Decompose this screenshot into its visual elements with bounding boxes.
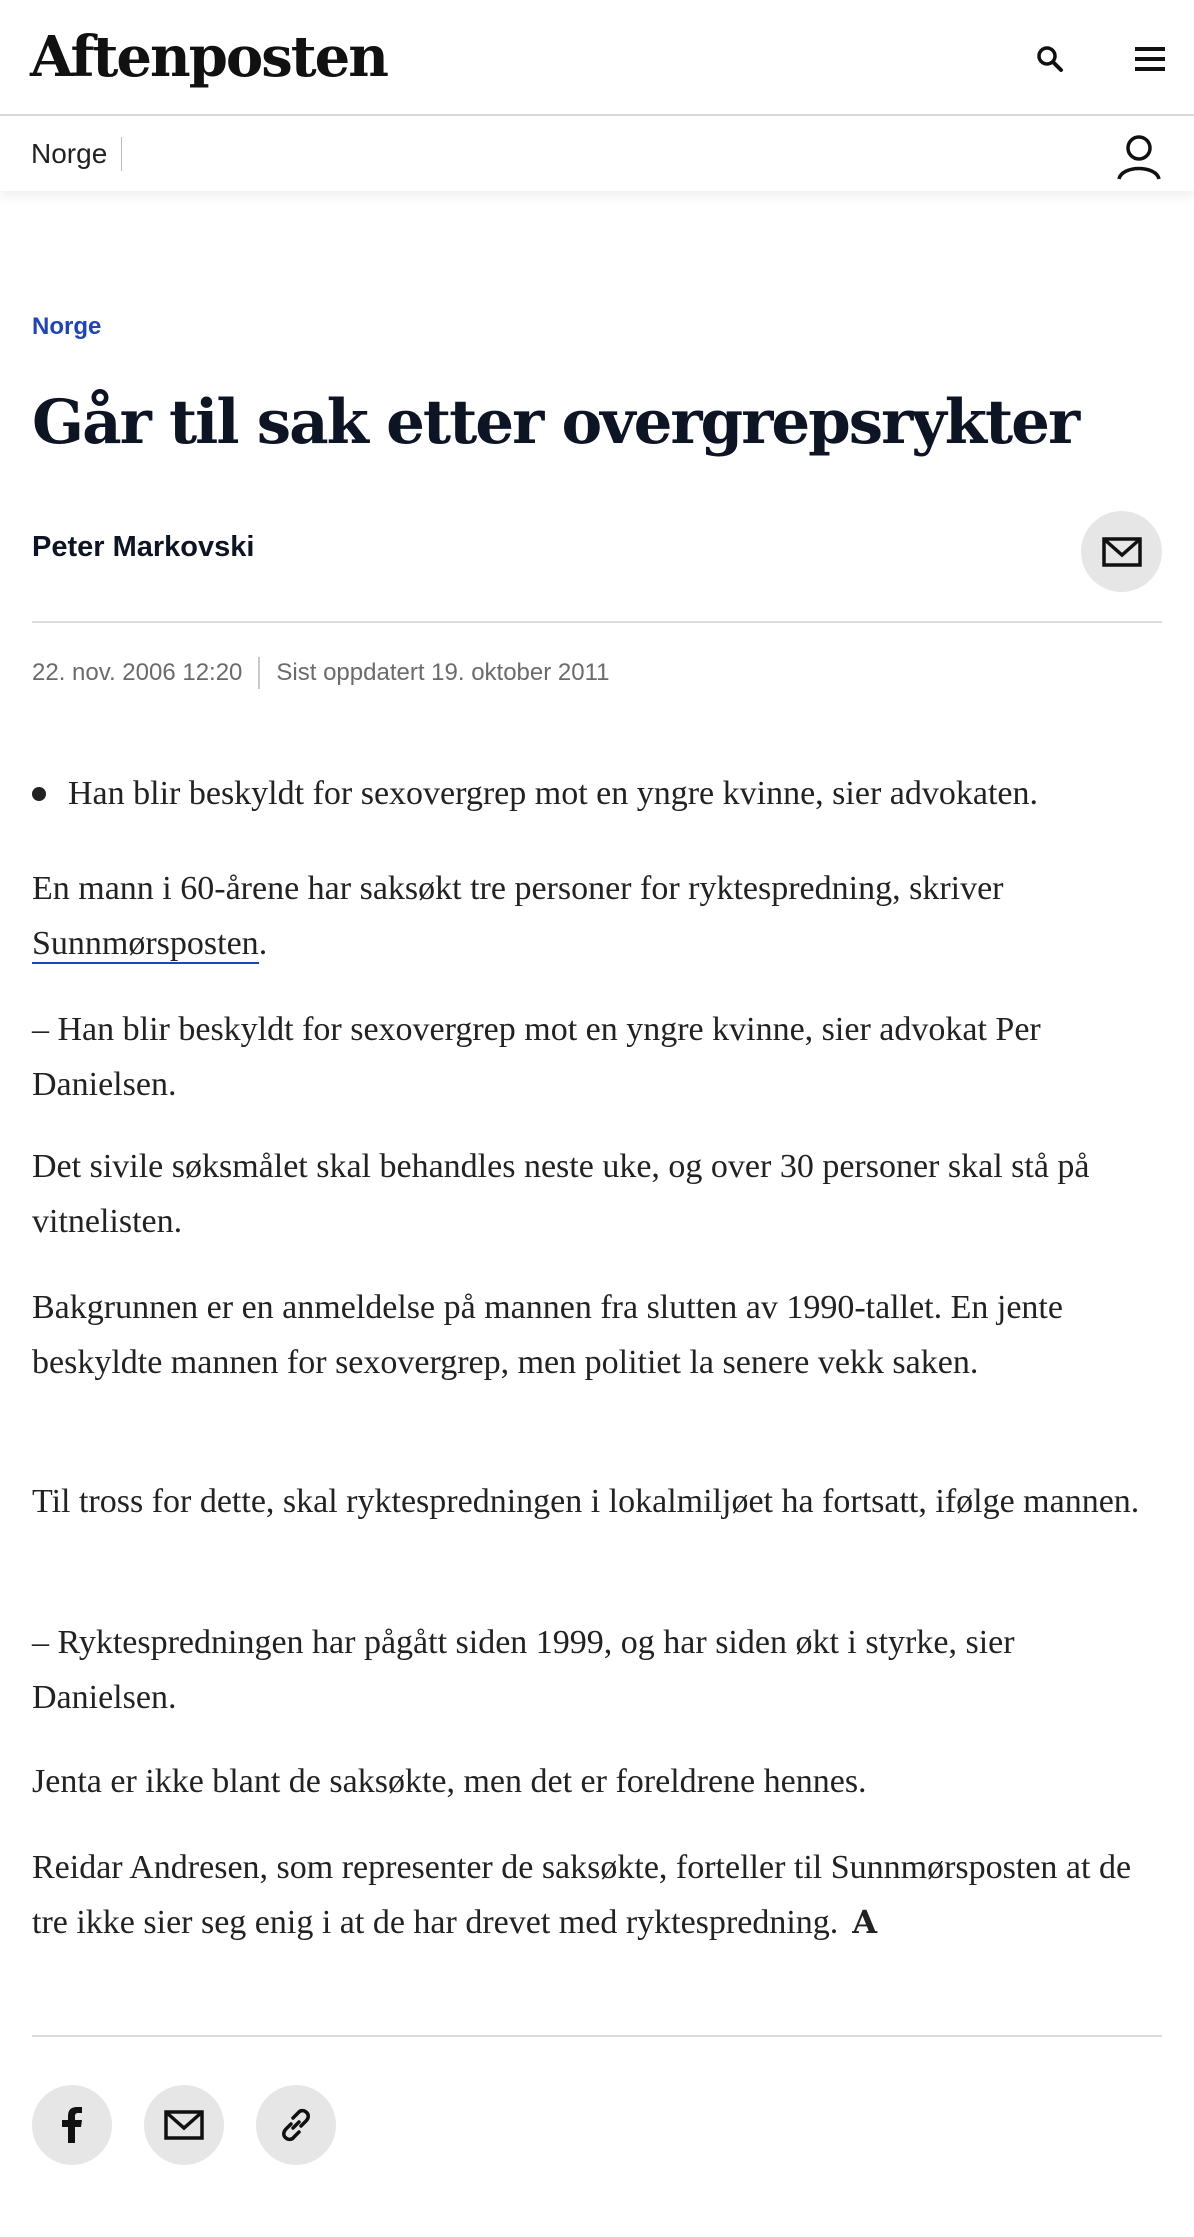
- user-account-button[interactable]: [1114, 131, 1164, 181]
- source-link[interactable]: Sunnmørsposten: [32, 925, 259, 962]
- hamburger-menu-icon: [1134, 45, 1166, 73]
- menu-button[interactable]: [1125, 34, 1175, 84]
- article-paragraph: Bakgrunnen er en anmeldelse på mannen fra slutten av 1990-tallet. En jente beskyldte mannen for sexovergrep, men politiet la senere vekk saken.: [32, 1289, 1063, 1381]
- published-date: 22. nov. 2006 12:20: [32, 659, 243, 686]
- article-end-mark: A: [852, 1903, 878, 1941]
- article-headline: Går til sak etter overgrepsrykter: [32, 387, 1079, 458]
- date-separator: [258, 657, 260, 689]
- section-bar: [0, 117, 1194, 191]
- site-logo[interactable]: Aftenposten: [30, 24, 388, 90]
- user-icon: [1114, 131, 1164, 181]
- article-paragraph: Til tross for dette, skal ryktespredningen i lokalmiljøet ha fortsatt, ifølge mannen.: [32, 1483, 1140, 1520]
- updated-date: Sist oppdatert 19. oktober 2011: [276, 659, 610, 686]
- mail-icon: [1102, 537, 1142, 567]
- paragraph-text: En mann i 60-årene har saksøkt tre personer for ryktespredning, skriver: [32, 870, 1004, 907]
- article-paragraph: [32, 861, 1162, 971]
- bullet-dot: [32, 787, 46, 801]
- article-paragraph: Det sivile søksmålet skal behandles neste uke, og over 30 personer skal stå på vitnelisten.: [32, 1148, 1090, 1240]
- contact-author-button[interactable]: [1081, 511, 1162, 592]
- copy-link-button[interactable]: [256, 2085, 336, 2165]
- paragraph-text-end: .: [258, 925, 268, 962]
- paragraph-text: Reidar Andresen, som representer de saksøkte, forteller til Sunnmørsposten at de tre ikke sier seg enig i at de har drevet med ryktespredning.: [32, 1849, 1132, 1941]
- summary-bullet-text: Han blir beskyldt for sexovergrep mot en yngre kvinne, sier advokaten.: [68, 775, 1038, 812]
- article-paragraph-last: [32, 1840, 1162, 1950]
- mail-icon: [164, 2110, 204, 2140]
- article-dates: [32, 657, 610, 689]
- article-paragraph: – Han blir beskyldt for sexovergrep mot en yngre kvinne, sier advokat Per Danielsen.: [32, 1011, 1041, 1103]
- top-bar: [0, 0, 1194, 116]
- article-paragraph: Jenta er ikke blant de saksøkte, men det er foreldrene hennes.: [32, 1763, 867, 1800]
- facebook-icon: [61, 2107, 83, 2143]
- article-section-kicker[interactable]: Norge: [32, 313, 102, 340]
- summary-bullet: [32, 766, 1038, 821]
- share-email-button[interactable]: [144, 2085, 224, 2165]
- section-nav-norge[interactable]: Norge: [31, 137, 122, 171]
- search-icon: [1035, 44, 1065, 74]
- divider: [32, 621, 1162, 623]
- divider: [32, 2035, 1162, 2037]
- link-icon: [277, 2106, 315, 2144]
- article-paragraph: – Ryktespredningen har pågått siden 1999, og har siden økt i styrke, sier Danielsen.: [32, 1624, 1015, 1716]
- search-button[interactable]: [1025, 34, 1075, 84]
- share-facebook-button[interactable]: [32, 2085, 112, 2165]
- article-author[interactable]: Peter Markovski: [32, 531, 255, 563]
